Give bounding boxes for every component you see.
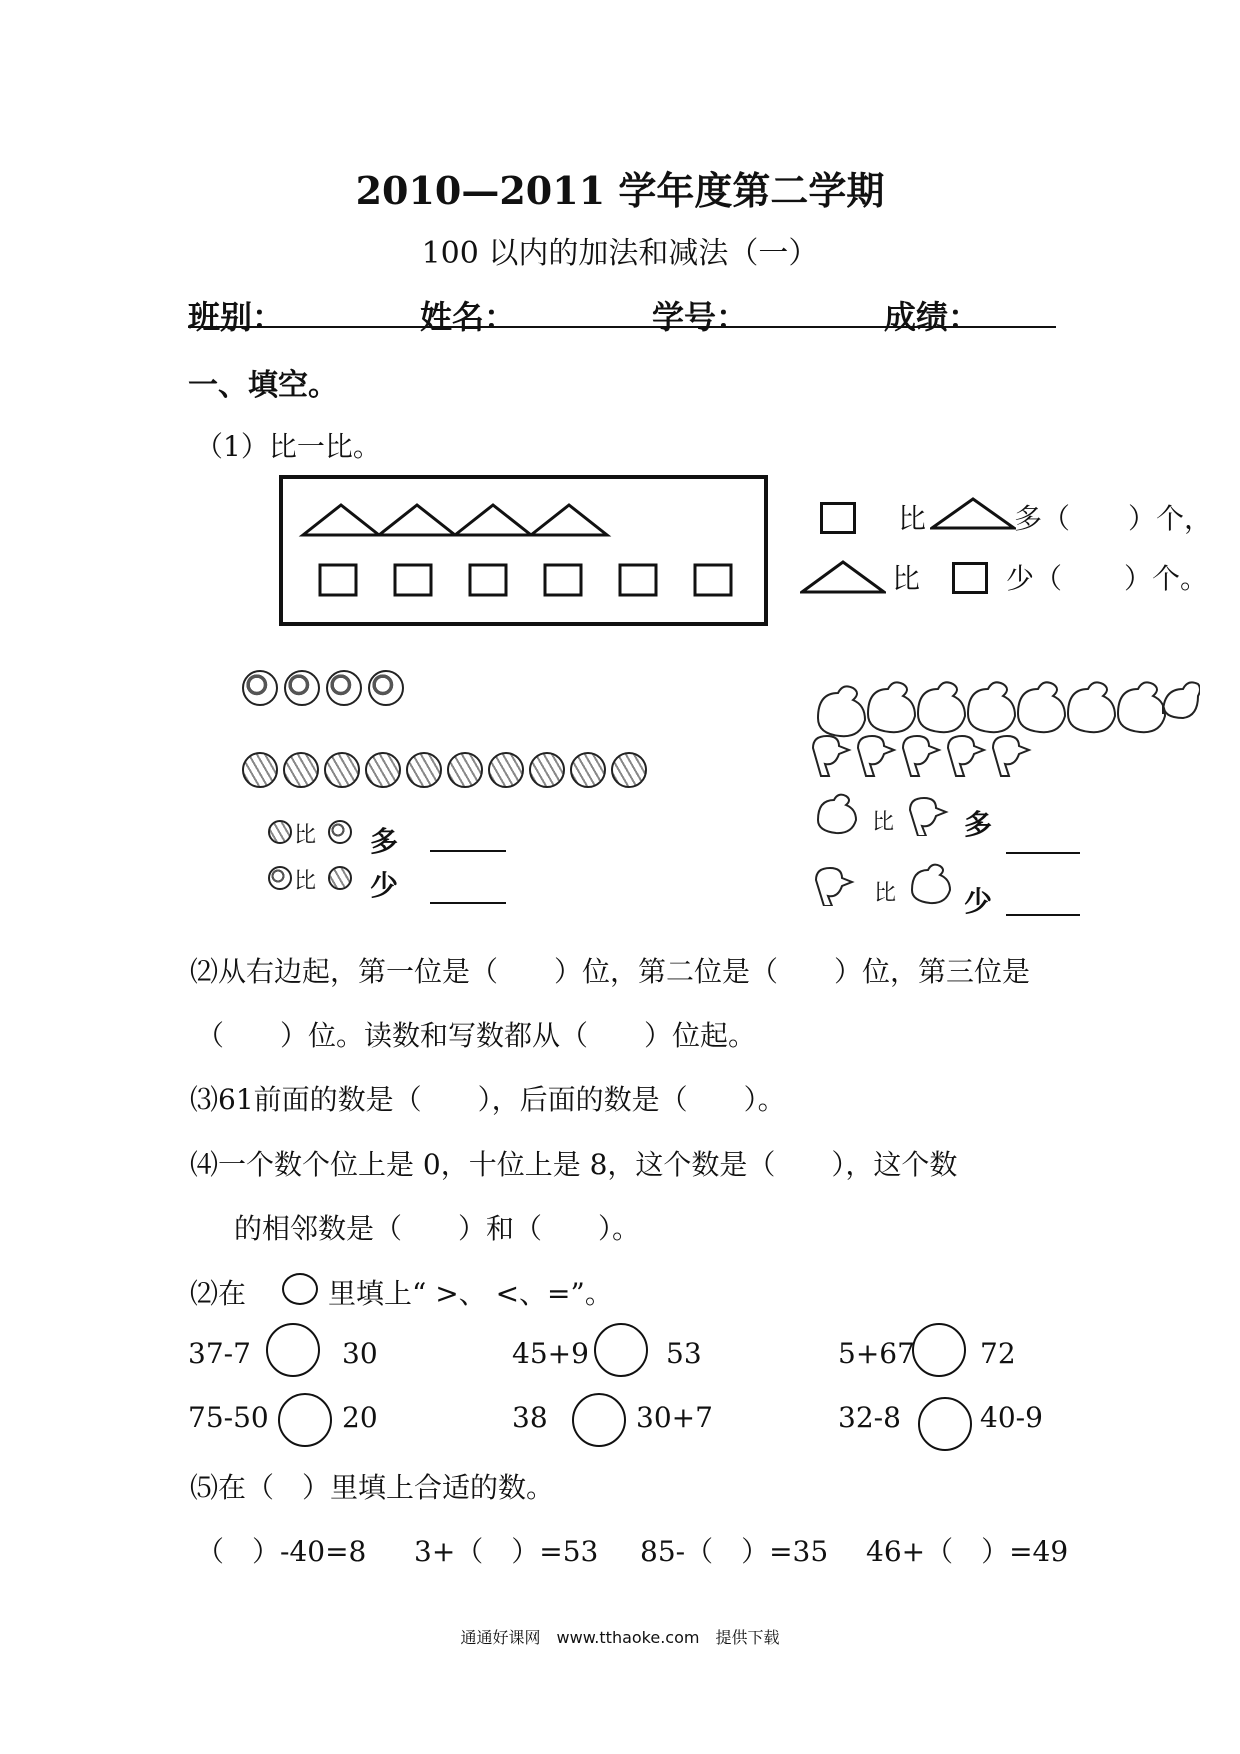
bird-compare-more: 多 — [964, 808, 993, 841]
square-shape — [395, 565, 431, 595]
answer-circle[interactable] — [278, 1393, 332, 1447]
comparison-right: 53 — [666, 1337, 702, 1370]
comparison-left: 37-7 — [188, 1337, 251, 1370]
footer-source: 通通好课网 www.tthaoke.com 提供下载 — [460, 1628, 780, 1647]
volleyball-icon — [242, 752, 278, 788]
answer-circle[interactable] — [594, 1323, 648, 1377]
rooster-icon — [918, 682, 965, 732]
compare-count-end-2: ）个。 — [1124, 562, 1209, 595]
triangle-icon — [800, 558, 886, 594]
football-icon — [268, 866, 292, 890]
rooster-icon — [1068, 682, 1115, 732]
ball-compare-bi-1: 比 — [294, 823, 317, 848]
triangle-shape — [303, 505, 379, 535]
football-icon — [368, 670, 404, 706]
comparison-right: 72 — [980, 1337, 1016, 1370]
circle-icon — [282, 1273, 318, 1305]
question-5: ⑸在（ ）里填上合适的数。 — [190, 1471, 555, 1504]
question-circle-prefix: ⑵在 — [190, 1277, 247, 1310]
rooster-row — [818, 682, 1200, 736]
bird-compare-bi-1: 比 — [872, 810, 895, 835]
answer-circle[interactable] — [912, 1323, 966, 1377]
fill-in-item: （ ）-40=8 — [196, 1535, 367, 1568]
page-title: 2010—2011 学年度第二学期 — [355, 168, 885, 213]
rooster-icon — [1018, 682, 1065, 732]
answer-circle[interactable] — [572, 1393, 626, 1447]
ball-compare-less: 少 — [370, 869, 399, 902]
duck-icon — [812, 862, 856, 906]
name-label: 姓名： — [420, 298, 517, 336]
volleyball-icon — [365, 752, 401, 788]
square-icon — [952, 562, 988, 594]
ball-compare-more: 多 — [370, 825, 399, 858]
comparison-left: 32-8 — [838, 1401, 901, 1434]
football-icon — [326, 670, 362, 706]
question-2-line-1: ⑵从右边起，第一位是（ ）位，第二位是（ ）位，第三位是 — [190, 955, 1031, 988]
triangle-shape — [455, 505, 531, 535]
answer-circle[interactable] — [266, 1323, 320, 1377]
volleyball-icon — [324, 752, 360, 788]
rooster-icon — [818, 686, 865, 736]
class-label: 班别： — [188, 298, 285, 336]
square-shape — [470, 565, 506, 595]
fill-in-item: 3+（ ）=53 — [414, 1535, 599, 1568]
page-subtitle: 100 以内的加法和减法（一） — [421, 236, 819, 271]
volleyball-icon — [406, 752, 442, 788]
volleyball-icon — [328, 866, 352, 890]
rooster-icon — [906, 860, 954, 908]
football-icon — [328, 820, 352, 844]
comparison-right: 30+7 — [636, 1401, 713, 1434]
compare-bi-1: 比 — [898, 502, 927, 535]
fill-in-item: 46+（ ）=49 — [866, 1535, 1069, 1568]
duck-icon — [906, 792, 950, 836]
triangle-shape — [531, 505, 607, 535]
square-shape — [620, 565, 656, 595]
volleyball-icon — [283, 752, 319, 788]
duck-icon — [813, 736, 849, 776]
question-4-line-2: 的相邻数是（ ）和（ ）。 — [234, 1212, 641, 1245]
square-shape — [320, 565, 356, 595]
question-circle-suffix: 里填上“ >、 <、=”。 — [328, 1277, 613, 1310]
roosters-ducks-figure — [808, 668, 1200, 778]
answer-blank[interactable] — [1006, 914, 1080, 916]
triangle-shape — [379, 505, 455, 535]
volleyball-icon — [447, 752, 483, 788]
question-1-label: （1）比一比。 — [195, 430, 381, 463]
section-heading: 一、填空。 — [188, 368, 338, 403]
volleyball-icon — [529, 752, 565, 788]
ball-compare-bi-2: 比 — [294, 869, 317, 894]
comparison-right: 40-9 — [980, 1401, 1043, 1434]
comparison-left: 75-50 — [188, 1401, 269, 1434]
square-icon — [820, 502, 856, 534]
compare-count-end-1: ）个， — [1128, 502, 1213, 535]
rooster-icon — [968, 682, 1015, 732]
duck-icon — [948, 736, 984, 776]
comparison-left: 5+67 — [838, 1337, 915, 1370]
triangles-squares-figure — [283, 479, 764, 622]
bird-compare-bi-2: 比 — [874, 881, 897, 906]
question-3: ⑶61前面的数是（ ），后面的数是（ ）。 — [190, 1083, 786, 1116]
volleyball-icon — [570, 752, 606, 788]
rooster-icon — [812, 790, 860, 838]
answer-circle[interactable] — [918, 1397, 972, 1451]
score-label: 成绩： — [884, 298, 981, 336]
compare-bi-2: 比 — [892, 562, 921, 595]
comparison-right: 30 — [342, 1337, 378, 1370]
comparison-left: 45+9 — [512, 1337, 589, 1370]
duck-icon — [858, 736, 894, 776]
rooster-icon — [1118, 682, 1165, 732]
compare-less-text: 少（ — [1006, 562, 1063, 595]
volleyball-icon — [611, 752, 647, 788]
info-underline — [188, 326, 1056, 328]
question-2-line-2: （ ）位。读数和写数都从（ ）位起。 — [196, 1019, 757, 1052]
volleyball-icon — [488, 752, 524, 788]
compare-more-text: 多（ — [1014, 502, 1071, 535]
comparison-right: 20 — [342, 1401, 378, 1434]
question-4-line-1: ⑷一个数个位上是 0，十位上是 8，这个数是（ ），这个数 — [190, 1148, 958, 1181]
answer-blank[interactable] — [1006, 852, 1080, 854]
triangle-icon — [930, 496, 1016, 530]
football-icon — [242, 670, 278, 706]
rooster-icon — [1163, 682, 1200, 718]
fill-in-item: 85-（ ）=35 — [640, 1535, 829, 1568]
duck-icon — [903, 736, 939, 776]
shape-comparison-box — [279, 475, 768, 626]
comparison-left: 38 — [512, 1401, 548, 1434]
duck-row — [813, 736, 1029, 776]
square-shape — [695, 565, 731, 595]
football-icon — [284, 670, 320, 706]
duck-icon — [993, 736, 1029, 776]
square-shape — [545, 565, 581, 595]
bird-compare-less: 少 — [964, 885, 993, 918]
rooster-icon — [868, 682, 915, 732]
answer-blank[interactable] — [430, 902, 506, 904]
student-id-label: 学号： — [652, 298, 749, 336]
volleyball-icon — [268, 820, 292, 844]
answer-blank[interactable] — [430, 850, 506, 852]
